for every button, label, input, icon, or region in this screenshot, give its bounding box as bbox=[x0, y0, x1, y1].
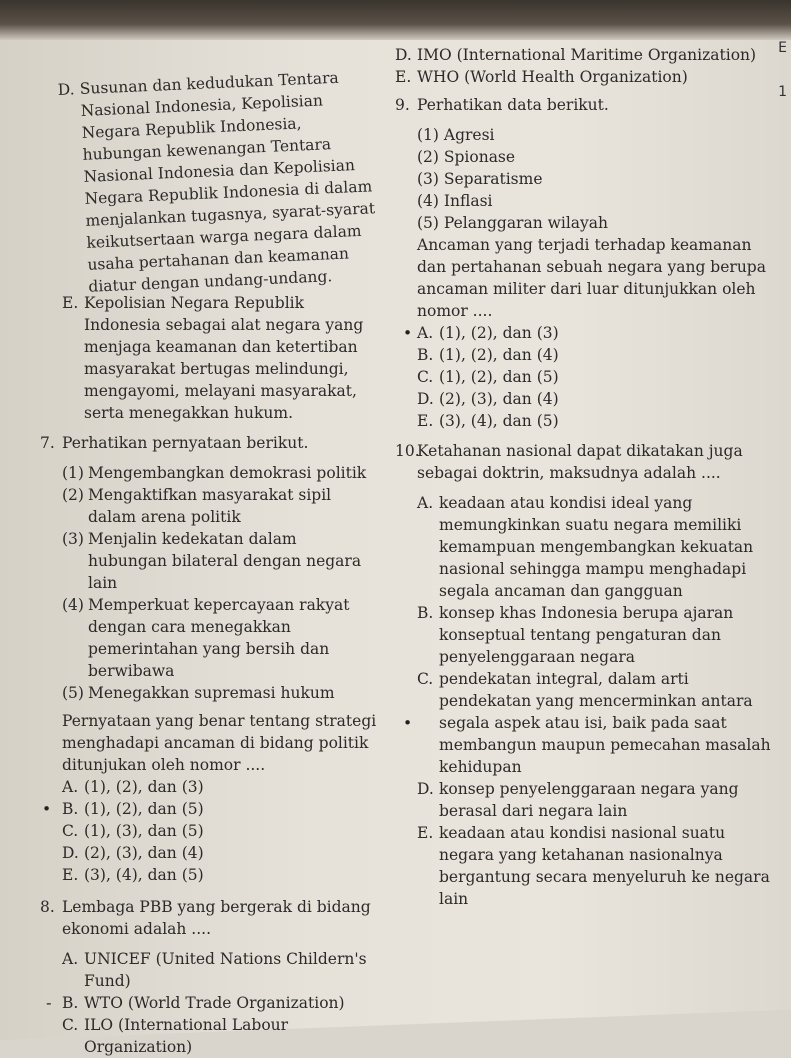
q10-option-e[interactable]: keadaan atau kondisi nasional suatu negara yang ketahanan nasionalnya bergantung secara menyeluruh ke negara lain bbox=[439, 824, 770, 908]
q7-option-a[interactable]: (1), (2), dan (3) bbox=[84, 778, 204, 796]
right-edge-glyph-1: E bbox=[778, 40, 787, 56]
q10-option-a[interactable]: keadaan atau kondisi ideal yang memungkinkan suatu negara memiliki kemampuan mengembangkan kekuatan nasional sehingga mampu menghadapi segala ancaman dan gangguan bbox=[439, 494, 754, 600]
q7-statements: (1) Mengembangkan demokrasi politik (2) Mengaktifkan masyarakat sipil dalam arena politik (3) Menjalin kedekatan dalam hubungan bilateral dengan negara lain (4) Memperkuat kepercayaan rakyat dengan cara menegakkan pemerintahan yang bersih dan berwibawa (5) Menegakkan supremasi hukum bbox=[62, 464, 367, 702]
q9-prompt: Ancaman yang terjadi terhadap keamanan dan pertahanan sebuah negara yang berupa ancaman militer dari luar ditunjukkan oleh nomor .... bbox=[417, 236, 766, 320]
q8-stem: Lembaga PBB yang bergerak di bidang ekonomi adalah .... bbox=[62, 898, 371, 938]
q9-option-c[interactable]: (1), (2), dan (5) bbox=[439, 368, 559, 386]
q9-options: • A. (1), (2), dan (3) B. (1), (2), dan (4) C. (1), (2), dan (5) D. (2), (3), dan (4) E. (3), (4), dan (5) bbox=[403, 324, 559, 430]
q8-option-e-block: E. WHO (World Health Organization) bbox=[395, 68, 688, 86]
q8-option-e[interactable]: WHO (World Health Organization) bbox=[417, 68, 688, 86]
q8-option-b[interactable]: WTO (World Trade Organization) bbox=[84, 994, 345, 1012]
photo-top-edge bbox=[0, 0, 791, 40]
q10-answer-mark: • bbox=[403, 714, 413, 732]
question-10: 10. Ketahanan nasional dapat dikatakan juga sebagai doktrin, maksudnya adalah .... bbox=[395, 440, 785, 484]
q7-answer-mark: • bbox=[42, 800, 52, 818]
q8-answer-mark: - bbox=[46, 994, 52, 1012]
q9-data-4: (4) Inflasi bbox=[417, 192, 493, 210]
q9-data-5: (5) Pelanggaran wilayah bbox=[417, 214, 609, 232]
q9-data-list bbox=[417, 124, 785, 322]
q7-stem: Perhatikan pernyataan berikut. bbox=[62, 434, 309, 452]
q8-option-d[interactable]: IMO (International Maritime Organization) bbox=[417, 46, 757, 64]
q7-prompt: Pernyataan yang benar tentang strategi menghadapi ancaman di bidang politik ditunjukan oleh nomor .... bbox=[62, 712, 377, 774]
q9-data-2: (2) Spionase bbox=[417, 148, 516, 166]
q10-option-c[interactable]: pendekatan integral, dalam arti pendekatan yang mencerminkan antara segala aspek atau isi, baik pada saat membangun maupun pemecahan masalah kehidupan bbox=[439, 670, 771, 776]
q10-option-d[interactable]: konsep penyelenggaraan negara yang berasal dari negara lain bbox=[439, 780, 739, 820]
q9-data-1: (1) Agresi bbox=[417, 126, 495, 144]
q7-statement-5: Menegakkan supremasi hukum bbox=[88, 684, 335, 702]
q7-statement-2: Mengaktifkan masyarakat sipil dalam arena politik bbox=[88, 486, 332, 526]
q9-option-e[interactable]: (3), (4), dan (5) bbox=[439, 412, 559, 430]
q6-option-e: E. Kepolisian Negara Republik Indonesia sebagai alat negara yang menjaga keamanan dan ketertiban masyarakat bertugas melindungi, mengayomi, melayani masyarakat, serta menegakkan hukum. bbox=[62, 294, 364, 422]
q8-option-c[interactable]: ILO (International Labour Organization) bbox=[84, 1016, 289, 1056]
q7-option-c[interactable]: (1), (3), dan (5) bbox=[84, 822, 204, 840]
question-8: 8. Lembaga PBB yang bergerak di bidang ekonomi adalah .... bbox=[40, 898, 371, 938]
q10-stem: Ketahanan nasional dapat dikatakan juga sebagai doktrin, maksudnya adalah .... bbox=[417, 442, 743, 482]
q6-option-d-text: Susunan dan kedudukan Tentara Nasional Indonesia, Kepolisian Negara Republik Indonesia, hubungan kewenangan Tentara Nasional Indonesia dan Kepolisian Negara Republik Indonesia di dalam menjalankan tugasnya, syarat-syarat keikutsertaan warga negara dalam usaha pertahanan dan keamanan diatur dengan undang-undang. bbox=[79, 68, 376, 296]
q6-option-d: D. Susunan dan kedudukan Tentara Nasional Indonesia, Kepolisian Negara Republik Indonesia, hubungan kewenangan Tentara Nasional Indonesia dan Kepolisian Negara Republik Indonesia di dalam menjalankan tugasnya, syarat-syarat keikutsertaan warga negara dalam usaha pertahanan dan keamanan diatur dengan undang-undang. bbox=[57, 68, 376, 296]
q7-statement-3: Menjalin kedekatan dalam hubungan bilateral dengan negara lain bbox=[88, 530, 362, 592]
q9-option-d[interactable]: (2), (3), dan (4) bbox=[439, 390, 559, 408]
q6-option-e-text: Kepolisian Negara Republik Indonesia sebagai alat negara yang menjaga keamanan dan ketertiban masyarakat bertugas melindungi, mengayomi, melayani masyarakat, serta menegakkan hukum. bbox=[84, 294, 364, 422]
question-7: 7. Perhatikan pernyataan berikut. bbox=[40, 434, 309, 452]
q9-option-b[interactable]: (1), (2), dan (4) bbox=[439, 346, 559, 364]
right-edge-glyph-2: 1 bbox=[778, 84, 787, 100]
q8-option-d-block: D. IMO (International Maritime Organization) bbox=[395, 46, 757, 64]
q8-options: - A. UNICEF (United Nations Childern's Fund) B. WTO (World Trade Organization) C. ILO (International Labour Organization) bbox=[46, 950, 367, 1056]
q9-data-3: (3) Separatisme bbox=[417, 170, 543, 188]
q9-stem: Perhatikan data berikut. bbox=[417, 96, 609, 114]
right-column bbox=[395, 44, 785, 910]
question-9: 9. Perhatikan data berikut. bbox=[395, 94, 785, 116]
q10-options: • A. keadaan atau kondisi ideal yang memungkinkan suatu negara memiliki kemampuan mengembangkan kekuatan nasional sehingga mampu menghadapi segala ancaman dan gangguan B. konsep khas Indonesia berupa ajaran konseptual tentang pengaturan dan penyelenggaraan negara C. pendekatan integral, dalam arti pendekatan yang mencerminkan antara segala aspek atau isi, baik pada saat membangun maupun pemecahan masalah kehidupan D. konsep penyelenggaraan negara yang berasal dari negara lain E. keadaan atau kondisi nasional suatu negara yang ketahanan nasionalnya bergantung secara menyeluruh ke negara lain bbox=[403, 494, 771, 908]
q8-option-a[interactable]: UNICEF (United Nations Childern's Fund) bbox=[84, 950, 367, 990]
q7-option-e[interactable]: (3), (4), dan (5) bbox=[84, 866, 204, 884]
q7-option-d[interactable]: (2), (3), dan (4) bbox=[84, 844, 204, 862]
q7-statement-4: Memperkuat kepercayaan rakyat dengan cara menegakkan pemerintahan yang bersih dan berwibawa bbox=[88, 596, 350, 680]
q7-statement-1: Mengembangkan demokrasi politik bbox=[88, 464, 367, 482]
q9-answer-mark: • bbox=[403, 324, 413, 342]
q7-option-b[interactable]: (1), (2), dan (5) bbox=[84, 800, 204, 818]
left-column bbox=[40, 68, 377, 1058]
q9-option-a[interactable]: (1), (2), dan (3) bbox=[439, 324, 559, 342]
q10-option-b[interactable]: konsep khas Indonesia berupa ajaran konseptual tentang pengaturan dan penyelenggaraan negara bbox=[439, 604, 734, 666]
q7-options: • A. (1), (2), dan (3) B. (1), (2), dan (5) C. (1), (3), dan (5) D. (2), (3), dan (4) E. (3), (4), dan (5) bbox=[42, 778, 204, 884]
